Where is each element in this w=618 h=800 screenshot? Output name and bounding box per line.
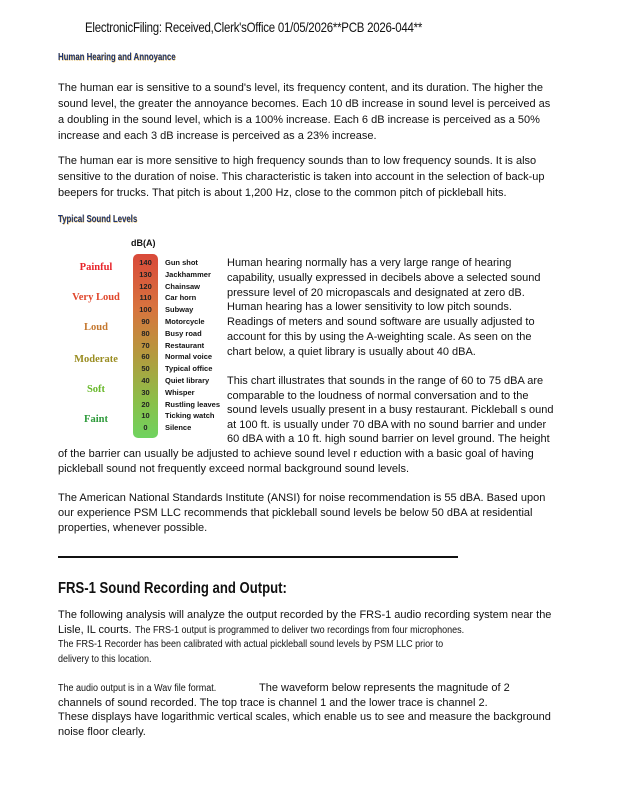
db-value: 110 — [139, 293, 152, 303]
text-line: of the barrier can usually be adjusted to achieve sound level r eduction with a basic goal of having — [58, 448, 534, 460]
sound-source-label: Silence — [165, 423, 192, 433]
text-line: sound levels usually present in a busy restaurant. Pickleball s ound — [227, 404, 554, 417]
frs-line — [58, 623, 500, 638]
frs-line: The FRS-1 Recorder has been calibrated with actual pickleball sound levels by PSM LLC prior to — [58, 639, 444, 650]
horizontal-divider — [58, 556, 458, 558]
sound-source-label: Rustling leaves — [165, 399, 221, 409]
text-line: The human ear is sensitive to a sound's level, its frequency content, and its duration. The higher the — [58, 82, 543, 94]
db-value: 30 — [141, 387, 150, 397]
db-value: 70 — [141, 340, 150, 350]
filing-header: ElectronicFiling: Received,Clerk'sOffice 01/05/2026**PCB 2026-044** — [85, 19, 423, 35]
db-value: 90 — [141, 317, 150, 326]
db-value: 130 — [139, 269, 152, 279]
loudness-category: Moderate — [74, 354, 118, 365]
loudness-category: Soft — [86, 384, 106, 395]
db-value: 60 — [141, 352, 150, 362]
text-line: our experience PSM LLC recommends that pickleball sound levels be below 50 dBA at residential — [58, 507, 533, 519]
text-line: pressure level of 20 micropascals and designated at zero dB. — [227, 286, 525, 299]
sound-source-label: Whisper — [165, 387, 195, 397]
db-value: 20 — [141, 399, 150, 409]
sound-source-label: Chainsaw — [165, 281, 201, 291]
text-line: This chart illustrates that sounds in the range of 60 to 75 dBA are — [227, 375, 544, 387]
frs-line: noise floor clearly. — [58, 726, 146, 738]
sound-source-label: Gun shot — [165, 258, 198, 267]
sound-source-label: Subway — [165, 305, 194, 315]
db-value: 140 — [139, 258, 152, 267]
loudness-category: Faint — [84, 414, 108, 425]
text-line: The human ear is more sensitive to high frequency sounds than to low frequency sounds. It is also — [58, 155, 537, 167]
frs-line: The following analysis will analyze the output recorded by the FRS-1 audio recording system near the — [58, 609, 552, 621]
sound-source-label: Normal voice — [165, 352, 213, 362]
frs-line: These displays have logarithmic vertical scales, which enable us to see and measure the background — [58, 711, 551, 723]
frs-text: The audio output is in a Wav file format. — [58, 683, 217, 694]
text-line: Readings of meters and sound software are usually adjusted to — [227, 316, 535, 329]
db-value: 40 — [141, 376, 150, 385]
sound-source-label: Restaurant — [165, 340, 205, 350]
sound-source-label: Ticking watch — [165, 411, 215, 421]
text-line: beepers for trucks. That pitch is about 1,200 Hz, close to the common pitch of pickleball hits. — [58, 187, 507, 199]
text-line: sound level, the greater the annoyance becomes. Each 10 dB increase in sound level is perceived as — [58, 98, 551, 110]
text-line: a doubling in the sound level, which is a 100% increase. Each 6 dB increase is perceived as a 50% — [58, 114, 540, 126]
db-value: 80 — [141, 328, 150, 338]
text-line: account for this by using the A-weighting scale. As seen on the — [227, 331, 532, 343]
frs-line: delivery to this location. — [58, 654, 152, 665]
chart-unit-label: dB(A) — [131, 238, 156, 248]
section-heading-frs1: FRS-1 Sound Recording and Output: — [58, 580, 287, 597]
loudness-category: Painful — [79, 262, 113, 273]
db-value: 100 — [139, 305, 152, 315]
text-line: 60 dBA with a 10 ft. high sound barrier on level ground. The height — [227, 433, 550, 446]
db-value: 50 — [141, 364, 150, 374]
sound-source-label: Typical office — [165, 364, 213, 374]
db-value: 0 — [143, 423, 148, 433]
text-line: chart below, a quiet library is usually about 40 dBA. — [227, 345, 476, 358]
db-value: 10 — [141, 411, 150, 421]
sound-source-label: Quiet library — [165, 376, 210, 385]
text-line: at 100 ft. is usually under 70 dBA with no sound barrier and under — [227, 418, 547, 431]
loudness-category: Very Loud — [72, 292, 120, 303]
sound-source-label: Motorcycle — [165, 317, 205, 326]
loudness-category: Loud — [84, 322, 108, 333]
text-line: The American National Standards Institute (ANSI) for noise recommendation is 55 dBA. Based upon — [58, 492, 546, 504]
text-line: Human hearing has a lower sensitivity to low pitch sounds. — [227, 301, 512, 314]
frs-text: The FRS-1 output is programmed to deliver two recordings from four microphones. — [134, 625, 464, 636]
text-line: increase and each 3 dB increase is perceived as a 23% increase. — [58, 130, 377, 142]
sound-source-label: Busy road — [165, 328, 202, 338]
text-line: properties, whenever possible. — [58, 522, 208, 534]
text-line: Human hearing normally has a very large range of hearing — [227, 257, 512, 269]
text-line: sensitive to the duration of noise. This characteristic is taken into account in the selection of back-up — [58, 171, 545, 183]
section-heading-hearing: Human Hearing and Annoyance — [58, 52, 176, 63]
frs-text: The waveform below represents the magnitude of 2 — [259, 682, 510, 694]
text-line: pickleball sound not frequently exceed normal background sound levels. — [58, 463, 409, 475]
frs-line: channels of sound recorded. The top trace is channel 1 and the lower trace is channel 2. — [58, 697, 488, 709]
sound-source-label: Jackhammer — [165, 269, 211, 279]
sound-source-label: Car horn — [165, 293, 197, 303]
text-line: comparable to the loudness of normal conversation and to the — [227, 389, 529, 402]
section-heading-sound-levels: Typical Sound Levels — [58, 214, 138, 225]
frs-text: Lisle, IL courts. — [58, 624, 132, 636]
db-value: 120 — [139, 281, 152, 291]
text-line: capability, usually expressed in decibels above a selected sound — [227, 271, 541, 284]
